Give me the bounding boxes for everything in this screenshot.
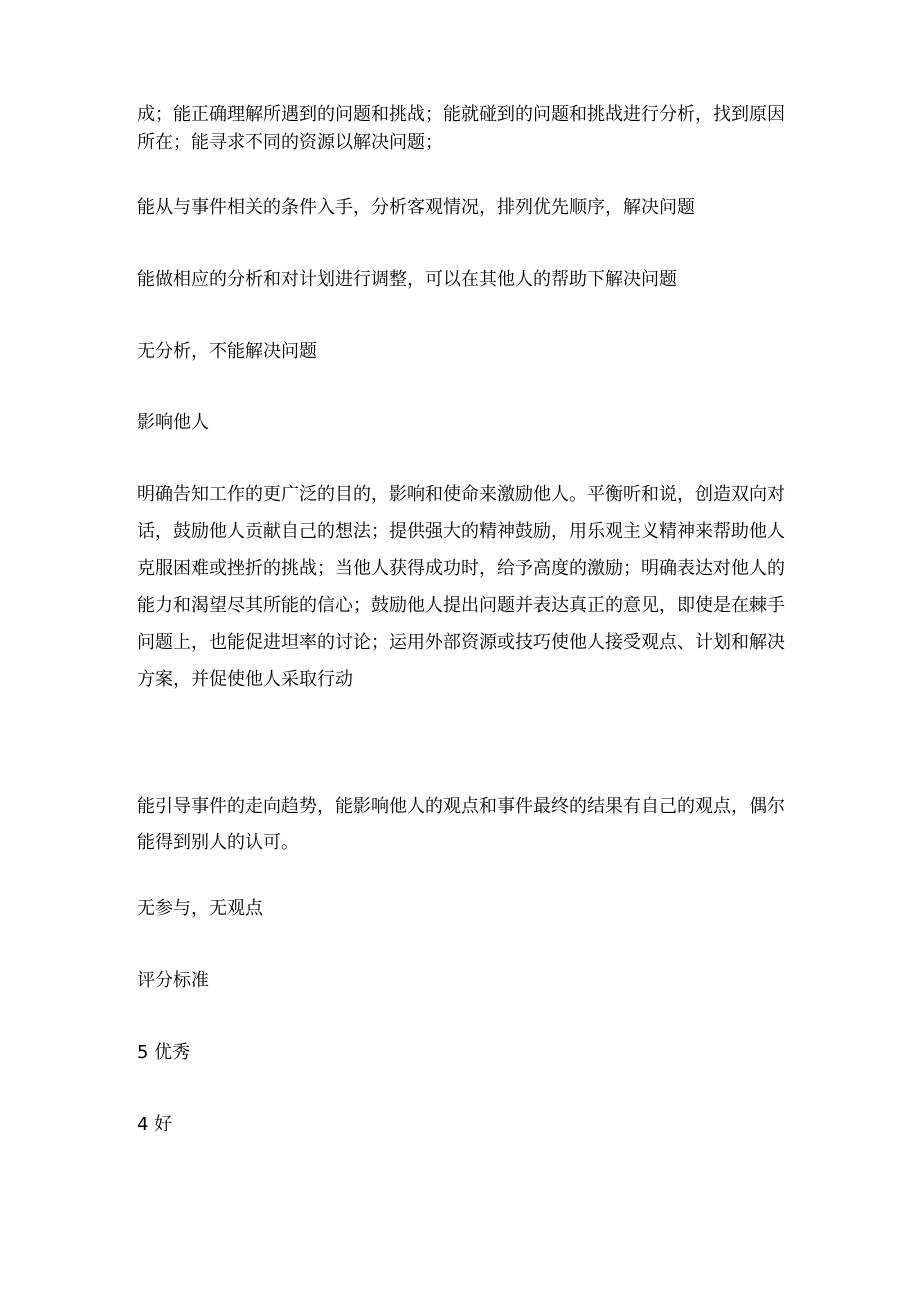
paragraph-influence-level-5: 明确告知工作的更广泛的目的，影响和使命来激励他人。平衡听和说，创造双向对话，鼓励他人贡献自己的想法；提供强大的精神鼓励，用乐观主义精神来帮助他人克服困难或挫折的挑战；当他人获得成功时，给予高度的激励；明确表达对他人的能力和渴望尽其所能的信心；鼓励他人提出问题并表达真正的意见，即使是在棘手问题上，也能促进坦率的讨论；运用外部资源或技巧使他人接受观点、计划和解决方案，并促使他人采取行动 [137,484,785,690]
paragraph-problem-solving-level-4: 成；能正确理解所遇到的问题和挑战；能就碰到的问题和挑战进行分析，找到原因所在；能寻求不同的资源以解决问题； [137,104,785,153]
score-level-5: 5 优秀 [137,1042,191,1063]
paragraph-influence-level-1: 无参与，无观点 [137,898,263,919]
score-level-4: 4 好 [137,1114,173,1135]
section-heading-influence-others: 影响他人 [137,412,209,433]
paragraph-problem-solving-level-1: 无分析，不能解决问题 [137,341,317,362]
paragraph-problem-solving-level-2: 能做相应的分析和对计划进行调整，可以在其他人的帮助下解决问题 [137,269,677,290]
section-heading-scoring-standard: 评分标准 [137,970,209,991]
paragraph-influence-level-3: 能引导事件的走向趋势，能影响他人的观点和事件最终的结果有自己的观点，偶尔能得到别人的认可。 [137,796,785,853]
paragraph-problem-solving-level-3: 能从与事件相关的条件入手，分析客观情况，排列优先顺序，解决问题 [137,197,695,218]
